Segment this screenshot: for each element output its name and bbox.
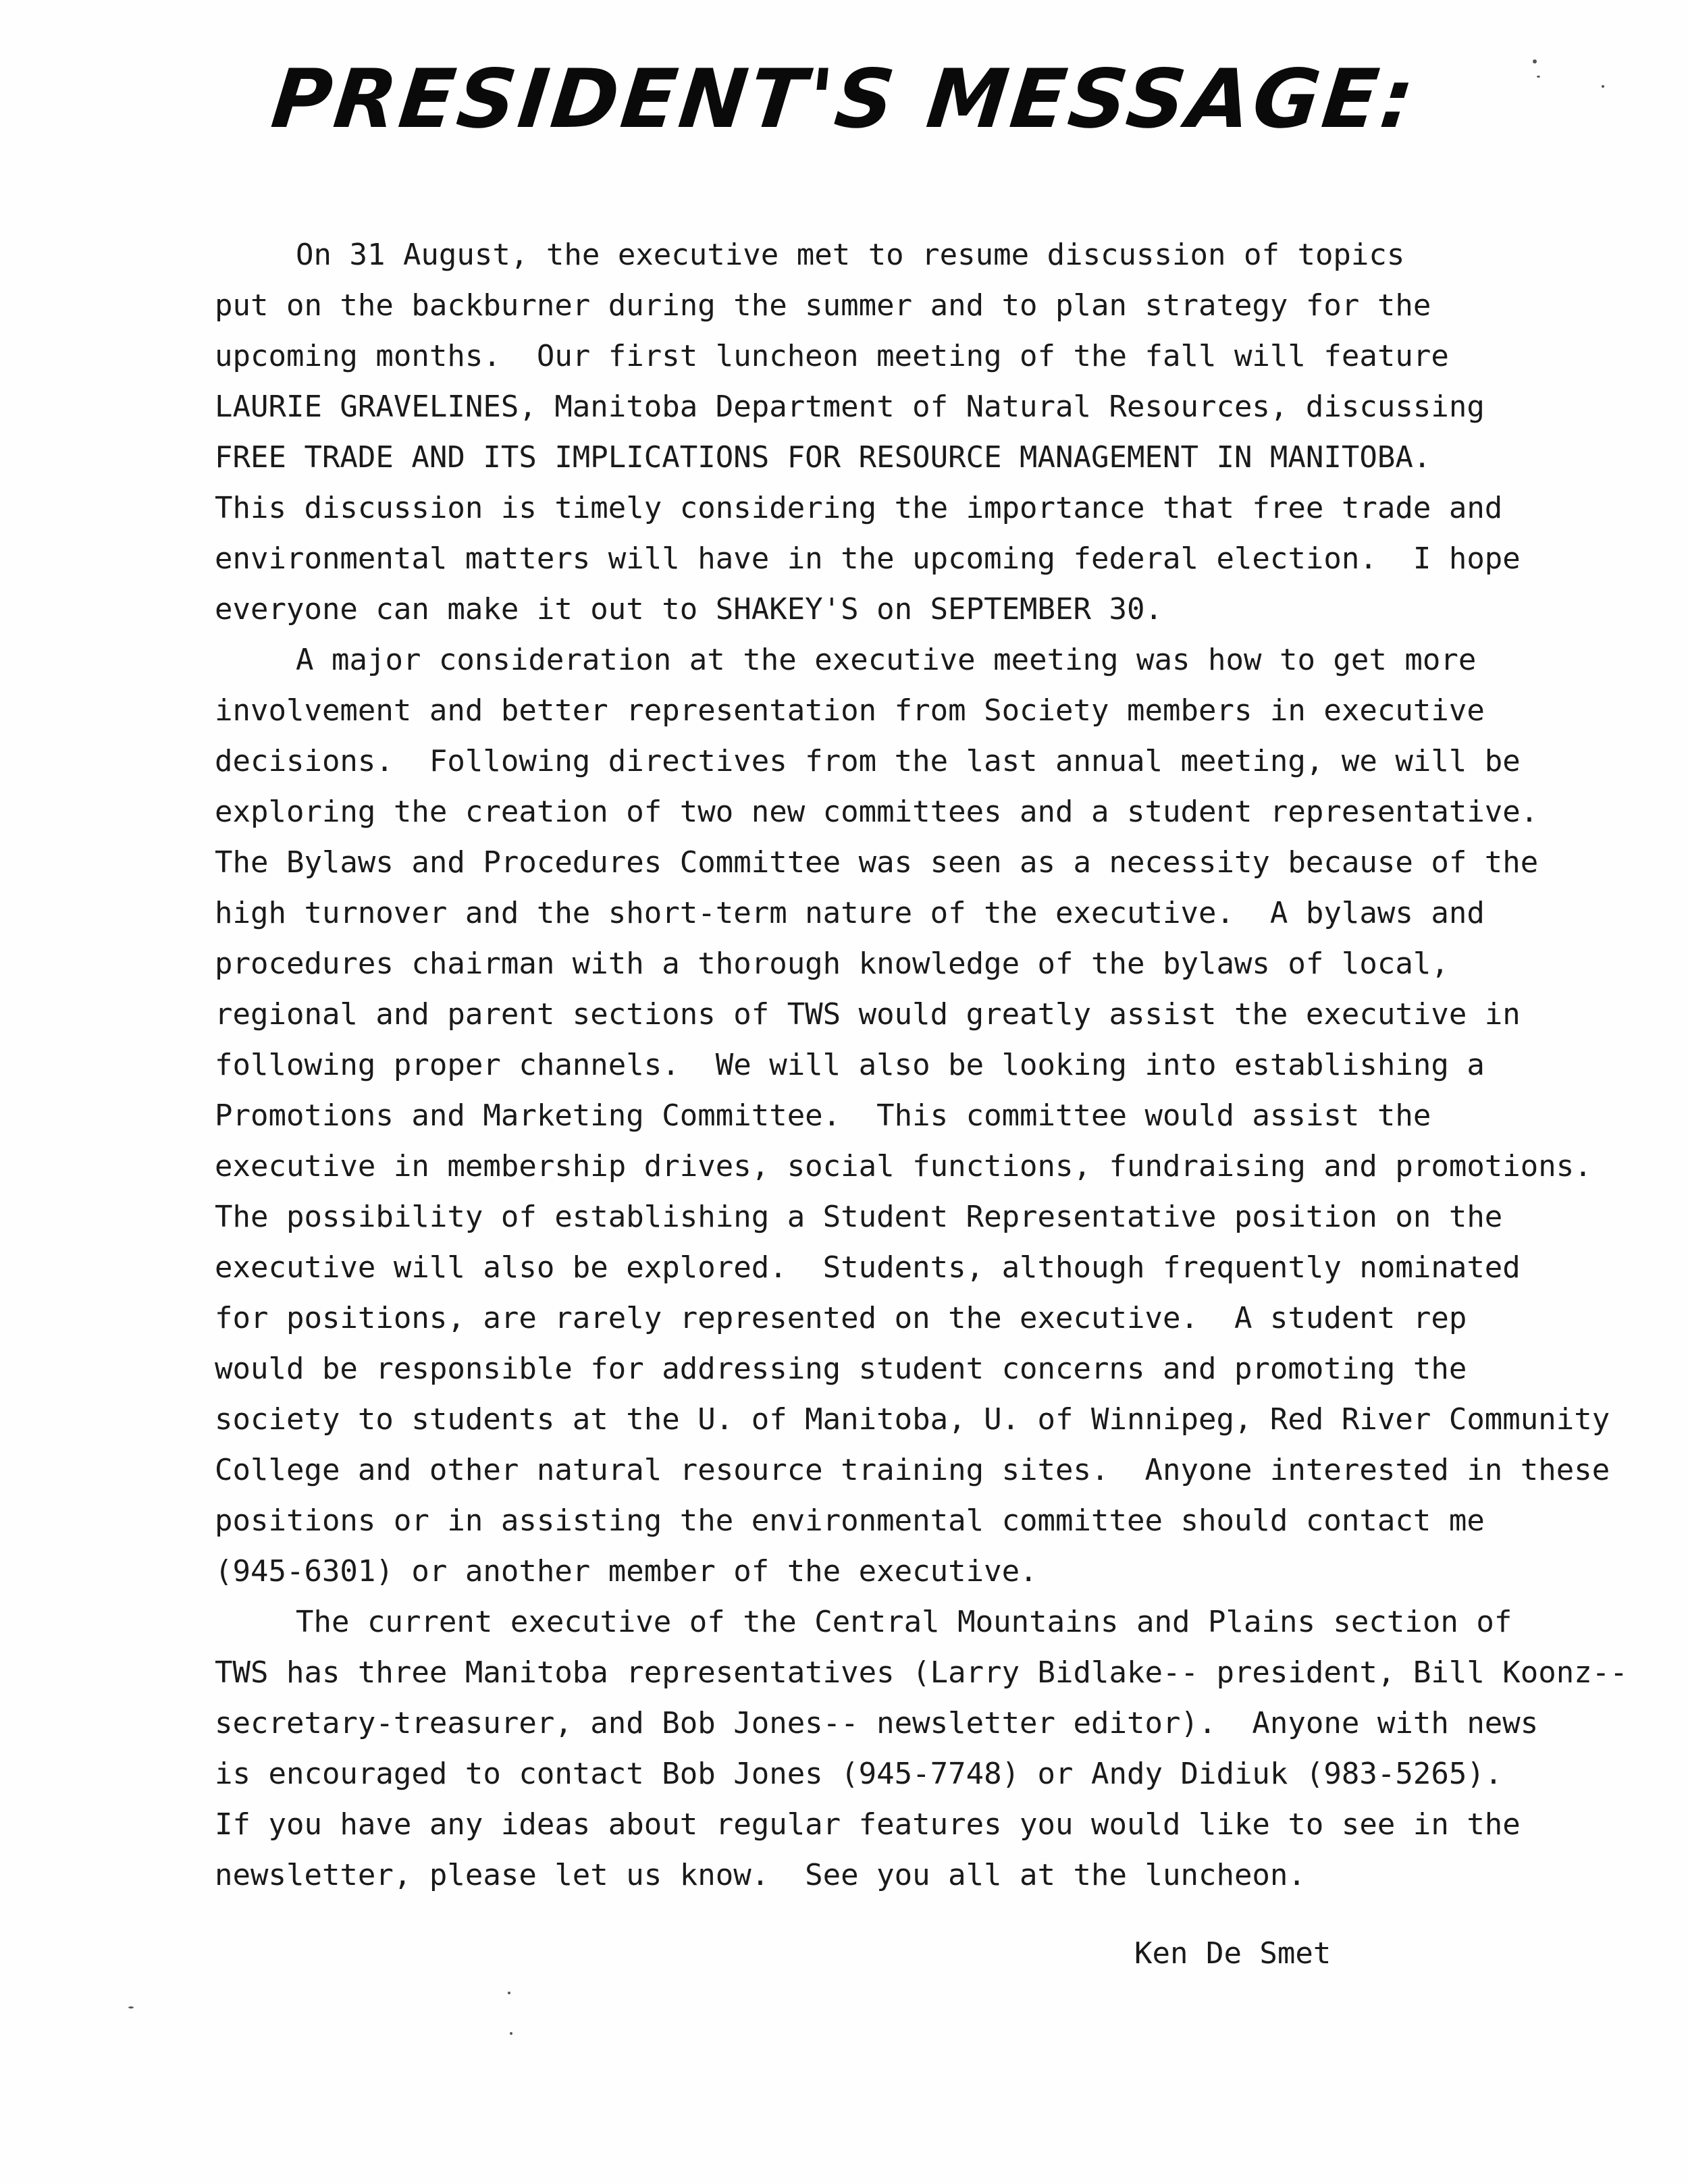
text-line: College and other natural resource training sites. Anyone interested in these <box>215 1453 1610 1487</box>
text-line: newsletter, please let us know. See you all at the luncheon. <box>215 1858 1306 1892</box>
text-line: positions or in assisting the environmental committee should contact me <box>215 1503 1485 1538</box>
text-line: (945-6301) or another member of the executive. <box>215 1554 1038 1589</box>
text-line: everyone can make it out to SHAKEY'S on SEPTEMBER 30. <box>215 592 1163 627</box>
text-line: following proper channels. We will also be looking into establishing a <box>215 1048 1485 1082</box>
text-line: put on the backburner during the summer and to plan strategy for the <box>215 288 1431 323</box>
text-line: A major consideration at the executive meeting was how to get more <box>296 643 1477 677</box>
text-line: FREE TRADE AND ITS IMPLICATIONS FOR RESOURCE MANAGEMENT IN MANITOBA. <box>215 440 1431 475</box>
scan-speck <box>510 2032 512 2035</box>
text-line: regional and parent sections of TWS would greatly assist the executive in <box>215 997 1521 1032</box>
text-line: involvement and better representation from Society members in executive <box>215 693 1485 728</box>
text-line: society to students at the U. of Manitoba, U. of Winnipeg, Red River Community <box>215 1402 1610 1437</box>
text-line: executive will also be explored. Students, although frequently nominated <box>215 1250 1521 1285</box>
scan-speck <box>1537 76 1540 78</box>
message-body <box>215 230 1628 1900</box>
scan-speck <box>508 1992 510 1994</box>
text-line: On 31 August, the executive met to resume discussion of topics <box>296 238 1405 272</box>
text-line: executive in membership drives, social functions, fundraising and promotions. <box>215 1149 1592 1183</box>
text-line: LAURIE GRAVELINES, Manitoba Department of Natural Resources, discussing <box>215 390 1485 424</box>
text-line: The current executive of the Central Mountains and Plains section of <box>296 1605 1512 1639</box>
text-line: is encouraged to contact Bob Jones (945-7748) or Andy Didiuk (983-5265). <box>215 1757 1503 1791</box>
scan-speck <box>1533 59 1537 63</box>
text-line: high turnover and the short-term nature of the executive. A bylaws and <box>215 896 1485 930</box>
text-line: This discussion is timely considering the importance that free trade and <box>215 491 1503 525</box>
text-line: environmental matters will have in the upcoming federal election. I hope <box>215 541 1521 576</box>
text-line: would be responsible for addressing student concerns and promoting the <box>215 1352 1467 1386</box>
text-line: upcoming months. Our first luncheon meeting of the fall will feature <box>215 339 1449 373</box>
text-line: exploring the creation of two new committees and a student representative. <box>215 795 1539 829</box>
text-line: TWS has three Manitoba representatives (Larry Bidlake-- president, Bill Koonz-- <box>215 1655 1628 1690</box>
page-title: PRESIDENT'S MESSAGE: <box>267 53 1421 147</box>
text-line: The possibility of establishing a Student Representative position on the <box>215 1200 1503 1234</box>
text-line: decisions. Following directives from the last annual meeting, we will be <box>215 744 1521 778</box>
signature: Ken De Smet <box>1134 1936 1331 1971</box>
text-line: The Bylaws and Procedures Committee was seen as a necessity because of the <box>215 845 1539 880</box>
text-line: secretary-treasurer, and Bob Jones-- newsletter editor). Anyone with news <box>215 1706 1539 1740</box>
text-line: procedures chairman with a thorough knowledge of the bylaws of local, <box>215 947 1449 981</box>
scan-speck <box>1602 85 1604 88</box>
text-line: Promotions and Marketing Committee. This committee would assist the <box>215 1098 1431 1133</box>
text-line: for positions, are rarely represented on the executive. A student rep <box>215 1301 1467 1335</box>
scan-speck <box>128 2006 134 2008</box>
text-line: If you have any ideas about regular features you would like to see in the <box>215 1807 1521 1842</box>
